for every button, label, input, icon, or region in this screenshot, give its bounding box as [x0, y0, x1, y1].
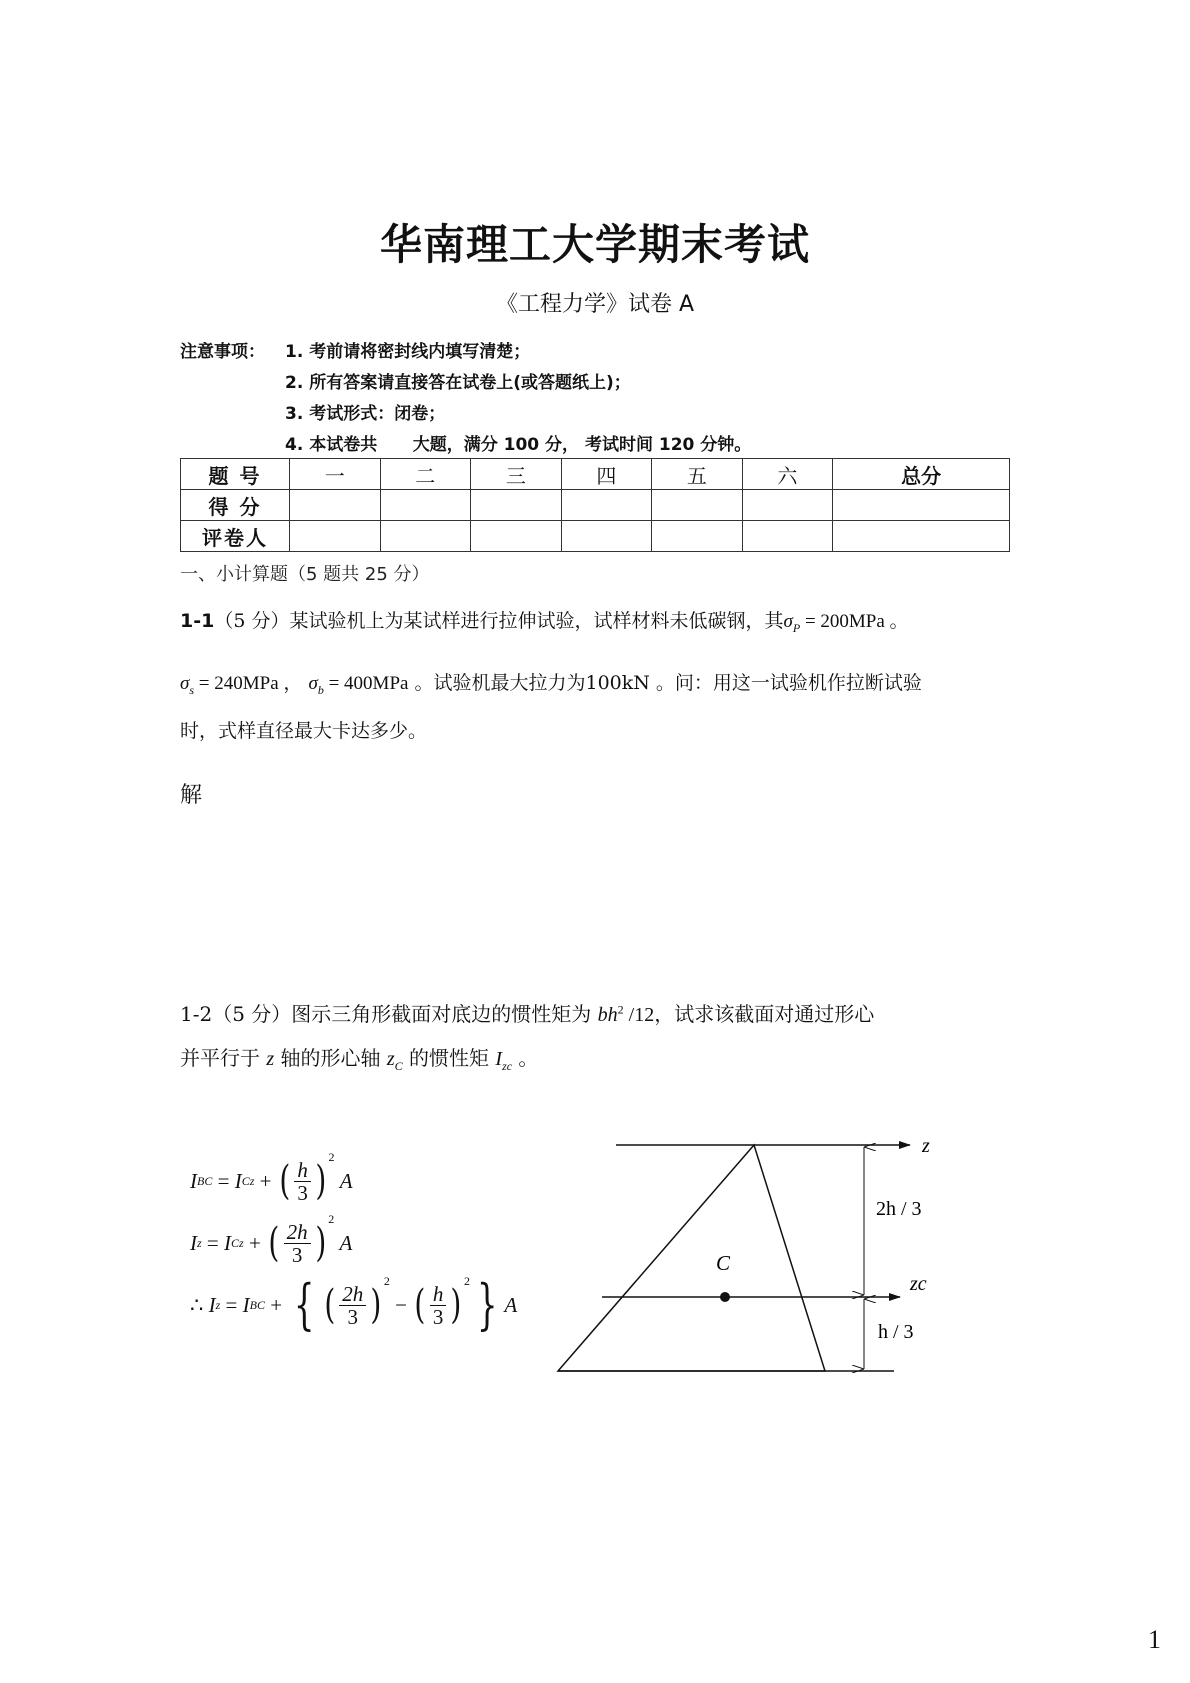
page-number: 1 [1148, 1625, 1161, 1654]
centroid-label: C [716, 1251, 731, 1275]
sigma-s-value: = 240MPa ， [194, 673, 303, 694]
math-bh: bh [597, 1004, 618, 1026]
triangle-section-diagram [550, 1130, 950, 1400]
f-sym: I [224, 1230, 232, 1255]
q1-text: （5 分）某试验机上为某试样进行拉伸试验，试样材料未低碳钢，其 [214, 610, 784, 632]
q2-text: 1-2（5 分）图示三角形截面对底边的惯性矩为 [180, 1002, 598, 1026]
math-I-sub: zc [502, 1059, 513, 1073]
f-den: 3 [347, 1304, 359, 1329]
f-op: + [243, 1230, 267, 1255]
row-header-grader: 评卷人 [181, 521, 290, 552]
zc-label: zc [910, 1273, 927, 1295]
f-eq: = [220, 1292, 243, 1317]
grader-cell[interactable] [652, 521, 743, 552]
section-heading: 一、小计算题（5 题共 25 分） [180, 564, 430, 585]
f-num: 2h [339, 1283, 366, 1306]
table-row [181, 459, 1010, 490]
math-zc-sub: C [394, 1059, 403, 1073]
grader-cell[interactable] [471, 521, 562, 552]
sigma-b-sub: b [317, 682, 324, 697]
f-eq: = [212, 1168, 235, 1193]
math-z: z [266, 1048, 275, 1070]
dim-top-label: 2h / 3 [876, 1198, 922, 1220]
column-header: 四 [561, 459, 652, 490]
sigma-b-value: = 400MPa [323, 673, 409, 694]
f-therefore: ∴ [190, 1292, 209, 1317]
f-sym: I [242, 1292, 250, 1317]
note-item: 1. 考前请将密封线内填写清楚； [285, 342, 531, 362]
q2-line2 [180, 1042, 538, 1074]
f-num: h [430, 1283, 447, 1306]
f-sym: I [208, 1292, 216, 1317]
dim-bottom-label: h / 3 [878, 1321, 914, 1343]
notes-block [180, 337, 751, 461]
f-sym: A [504, 1292, 518, 1317]
q2-text: 轴的形心轴 [274, 1046, 387, 1070]
formula-block [190, 1150, 517, 1336]
f-op: + [264, 1292, 288, 1317]
f-sub: Cz [231, 1235, 244, 1250]
triangle-shape [558, 1145, 825, 1371]
exam-title: 华南理工大学期末考试 [379, 220, 810, 269]
f-op: − [389, 1292, 413, 1317]
note-item: 4. 本试卷共 大题，满分 100 分， 考试时间 120 分钟。 [285, 435, 752, 455]
table-row [181, 521, 1010, 552]
z-label: z [922, 1135, 930, 1157]
score-cell[interactable] [290, 490, 381, 521]
note-item: 2. 所有答案请直接答在试卷上(或答题纸上)； [285, 373, 631, 393]
score-cell[interactable] [742, 490, 833, 521]
row-header-question-no: 题 号 [181, 459, 290, 490]
f-exp: 2 [328, 1212, 335, 1226]
f-sym: I [190, 1168, 197, 1193]
column-header: 二 [380, 459, 471, 490]
grader-cell[interactable] [833, 521, 1010, 552]
answer-label: 解 [180, 783, 203, 808]
grader-cell[interactable] [290, 521, 381, 552]
q2-text: 并平行于 [180, 1046, 267, 1070]
grader-cell[interactable] [742, 521, 833, 552]
q2-text: 的惯性矩 [402, 1046, 496, 1070]
q2-line1 [180, 998, 874, 1027]
f-num: 2h [284, 1221, 311, 1244]
f-sym: I [234, 1168, 242, 1193]
score-cell[interactable] [380, 490, 471, 521]
f-sym: I [190, 1230, 197, 1255]
f-num: h [294, 1159, 311, 1182]
column-header: 一 [290, 459, 381, 490]
column-header: 五 [652, 459, 743, 490]
column-header: 三 [471, 459, 562, 490]
f-sym: A [339, 1168, 353, 1193]
score-cell[interactable] [652, 490, 743, 521]
math-zc: z [386, 1048, 395, 1070]
f-den: 3 [432, 1304, 444, 1329]
f-exp: 2 [328, 1150, 335, 1164]
notes-label: 注意事项： [180, 342, 265, 362]
f-sym: A [339, 1230, 353, 1255]
formula-1: I BC = I Cz + ( $\frac{h}{3}$ ) $^2$ A [190, 1150, 353, 1205]
q1-line1 [180, 606, 909, 636]
q1-line2 [180, 668, 922, 698]
row-header-score: 得 分 [181, 490, 290, 521]
grader-cell[interactable] [561, 521, 652, 552]
f-sub: BC [197, 1173, 213, 1188]
sigma-p-value: = 200MPa 。 [800, 611, 909, 632]
formula-2: I z = I Cz + ( $\frac{2h}{3}$ ) $^2$ A [190, 1212, 353, 1267]
exam-subtitle: 《工程力学》试卷 A [495, 292, 695, 317]
sigma-p-sub: P [792, 620, 801, 635]
centroid-dot [720, 1292, 730, 1302]
f-eq: = [201, 1230, 225, 1255]
formula-3: ∴ I z = I BC + { ( $\frac{2h}{3}$ ) $^2$ − ( $\frac{h}{3}$ ) $^2$ } A [190, 1273, 518, 1336]
score-cell[interactable] [561, 490, 652, 521]
score-cell[interactable] [471, 490, 562, 521]
f-sub: z [197, 1235, 202, 1250]
f-sub: BC [249, 1297, 265, 1312]
f-den: 3 [297, 1180, 308, 1205]
math-over12: /12 [623, 1004, 655, 1026]
math-exp: 2 [617, 1002, 624, 1017]
sigma-b: σ [308, 673, 318, 694]
score-cell[interactable] [833, 490, 1010, 521]
f-exp: 2 [383, 1274, 390, 1288]
q1-text: 。试验机最大拉力为100kN 。问：用这一试验机作拉断试验 [408, 672, 922, 694]
table-row [181, 490, 1010, 521]
sigma-s: σ [180, 673, 190, 694]
column-header: 六 [742, 459, 833, 490]
sigma-s-sub: s [189, 682, 195, 697]
f-op: + [254, 1168, 277, 1193]
note-item: 3. 考试形式：闭卷； [285, 404, 446, 424]
q1-number: 1-1 [180, 610, 215, 632]
score-table [180, 458, 1010, 552]
column-header: 总分 [833, 459, 1010, 490]
math-I: I [495, 1048, 503, 1070]
f-sub: z [215, 1297, 221, 1312]
q2-text: 。 [512, 1046, 539, 1070]
q2-text: ，试求该截面对通过形心 [654, 1002, 875, 1026]
q1-line3: 时，式样直径最大卡达多少。 [180, 720, 428, 742]
grader-cell[interactable] [380, 521, 471, 552]
f-sub: Cz [241, 1173, 255, 1188]
f-den: 3 [291, 1242, 303, 1267]
f-exp: 2 [463, 1274, 470, 1288]
sigma-p: σ [783, 611, 793, 632]
